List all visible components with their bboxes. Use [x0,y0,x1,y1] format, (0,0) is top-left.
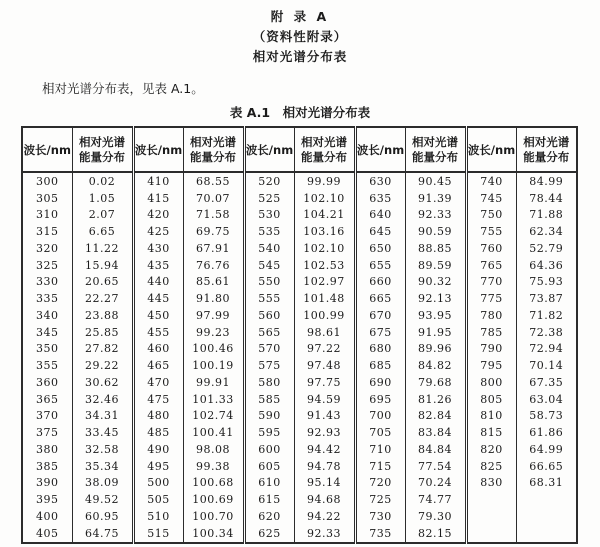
value-cell: 99.99 [307,174,341,188]
wavelength-cell: 755 [466,223,516,240]
value-cell: 81.26 [418,392,452,406]
wavelength-cell: 305 [22,190,72,207]
value-cell: 63.04 [529,392,564,406]
value-cell: 99.38 [196,459,230,473]
value-cell: 100.41 [192,426,234,440]
wavelength-cell: 390 [22,475,72,492]
value-cell: 73.87 [529,292,564,306]
value-cell: 77.54 [418,459,452,473]
wavelength-cell: 510 [133,508,183,525]
value-cell: 94.59 [307,392,341,406]
wavelength-cell: 830 [466,475,516,492]
value-cell: 52.79 [529,241,564,255]
wavelength-cell: 550 [244,274,294,291]
value-cell: 95.14 [307,476,341,490]
header-value-line1: 相对光谱 [190,134,236,149]
value-cell: 2.07 [88,208,116,222]
value-cell: 25.85 [85,325,119,339]
value-cell: 100.69 [192,493,234,507]
value-cell: 102.53 [303,258,345,272]
wavelength-cell: 545 [244,257,294,274]
value-cell: 102.10 [303,191,345,205]
header-value-line2: 能量分布 [301,149,347,164]
wavelength-cell: 310 [22,207,72,224]
value-cell: 84.84 [418,442,452,456]
wavelength-cell: 795 [466,357,516,374]
wavelength-cell: 360 [22,374,72,391]
wavelength-cell: 650 [355,240,405,257]
value-cell: 75.93 [529,275,564,289]
value-cell [516,525,577,543]
table-row [22,274,577,291]
table-row [22,408,577,425]
value-cell: 89.96 [418,342,452,356]
wavelength-cell: 785 [466,324,516,341]
wavelength-cell: 665 [355,290,405,307]
value-cell: 60.95 [85,509,119,523]
wavelength-cell: 355 [22,357,72,374]
wavelength-cell: 800 [466,374,516,391]
header-value-line2: 能量分布 [79,149,125,164]
wavelength-cell: 700 [355,408,405,425]
wavelength-cell: 530 [244,207,294,224]
wavelength-cell: 345 [22,324,72,341]
value-cell: 98.61 [307,325,341,339]
value-cell: 29.22 [85,359,119,373]
wavelength-cell: 455 [133,324,183,341]
value-cell: 92.93 [307,426,341,440]
table-row [22,290,577,307]
table-body [22,172,577,543]
wavelength-cell: 805 [466,391,516,408]
table-row [22,441,577,458]
wavelength-cell: 555 [244,290,294,307]
wavelength-cell: 470 [133,374,183,391]
value-cell: 70.24 [418,476,452,490]
value-cell: 84.82 [418,359,452,373]
header-wavelength: 波长/nm [244,127,294,172]
wavelength-cell: 615 [244,491,294,508]
value-cell: 79.68 [418,375,452,389]
table-row [22,374,577,391]
value-cell: 102.97 [303,275,345,289]
header-value [72,127,133,172]
wavelength-cell: 570 [244,341,294,358]
value-cell: 85.61 [196,275,230,289]
table-row [22,458,577,475]
table-row [22,207,577,224]
wavelength-cell [466,508,516,525]
wavelength-cell: 350 [22,341,72,358]
value-cell: 91.39 [418,191,452,205]
header-wavelength: 波长/nm [355,127,405,172]
value-cell: 92.33 [418,208,452,222]
wavelength-cell: 815 [466,424,516,441]
wavelength-cell: 325 [22,257,72,274]
value-cell: 49.52 [85,493,119,507]
value-cell: 88.85 [418,241,452,255]
wavelength-cell: 705 [355,424,405,441]
value-cell: 104.21 [303,208,345,222]
value-cell: 38.09 [85,476,119,490]
wavelength-cell: 680 [355,341,405,358]
table-row [22,257,577,274]
value-cell: 103.16 [303,225,345,239]
table-header-row [22,127,577,172]
wavelength-cell: 495 [133,458,183,475]
wavelength-cell: 420 [133,207,183,224]
wavelength-cell: 395 [22,491,72,508]
value-cell: 94.68 [307,493,341,507]
value-cell: 97.99 [196,308,230,322]
wavelength-cell: 695 [355,391,405,408]
wavelength-cell: 610 [244,475,294,492]
value-cell: 83.84 [418,426,452,440]
wavelength-cell: 605 [244,458,294,475]
header-value-line2: 能量分布 [190,149,236,164]
wavelength-cell [466,525,516,543]
wavelength-cell: 340 [22,307,72,324]
value-cell: 76.76 [196,258,230,272]
wavelength-cell: 730 [355,508,405,525]
wavelength-cell: 480 [133,408,183,425]
wavelength-cell: 780 [466,307,516,324]
table-row [22,240,577,257]
value-cell: 61.86 [529,426,564,440]
header-value [516,127,577,172]
wavelength-cell: 620 [244,508,294,525]
value-cell: 97.75 [307,375,341,389]
value-cell: 22.27 [85,292,119,306]
header-value-line2: 能量分布 [523,149,570,164]
appendix-heading-block [0,0,600,67]
value-cell: 72.38 [529,325,564,339]
value-cell: 90.59 [418,225,452,239]
value-cell: 100.46 [192,342,234,356]
wavelength-cell: 380 [22,441,72,458]
value-cell: 11.22 [85,241,119,255]
header-wavelength: 波长/nm [133,127,183,172]
value-cell: 84.99 [529,174,564,188]
wavelength-cell: 625 [244,525,294,543]
table-row [22,424,577,441]
table-row [22,223,577,240]
value-cell: 58.73 [529,409,564,423]
value-cell: 74.77 [418,493,452,507]
wavelength-cell: 675 [355,324,405,341]
wavelength-cell [466,491,516,508]
value-cell: 90.45 [418,174,452,188]
value-cell: 79.30 [418,509,452,523]
value-cell: 91.80 [196,292,230,306]
value-cell [516,491,577,508]
value-cell: 72.94 [529,342,564,356]
value-cell [516,508,577,525]
table-row [22,491,577,508]
wavelength-cell: 725 [355,491,405,508]
header-value [405,127,466,172]
wavelength-cell: 520 [244,172,294,190]
wavelength-cell: 575 [244,357,294,374]
wavelength-cell: 330 [22,274,72,291]
wavelength-cell: 580 [244,374,294,391]
value-cell: 35.34 [85,459,119,473]
wavelength-cell: 735 [355,525,405,543]
wavelength-cell: 435 [133,257,183,274]
value-cell: 67.35 [529,375,564,389]
value-cell: 62.34 [529,225,564,239]
wavelength-cell: 430 [133,240,183,257]
header-value-line1: 相对光谱 [301,134,347,149]
wavelength-cell: 440 [133,274,183,291]
value-cell: 94.42 [307,442,341,456]
table-row [22,475,577,492]
table-row [22,190,577,207]
value-cell: 94.78 [307,459,341,473]
wavelength-cell: 500 [133,475,183,492]
wavelength-cell: 540 [244,240,294,257]
wavelength-cell: 710 [355,441,405,458]
table-header [22,127,577,172]
spectral-distribution-table [21,126,578,544]
value-cell: 78.44 [529,191,564,205]
header-value [294,127,355,172]
wavelength-cell: 690 [355,374,405,391]
wavelength-cell: 810 [466,408,516,425]
value-cell: 15.94 [85,258,119,272]
value-cell: 100.70 [192,509,234,523]
value-cell: 0.02 [88,174,116,188]
wavelength-cell: 415 [133,190,183,207]
value-cell: 66.65 [529,459,564,473]
value-cell: 64.36 [529,258,564,272]
header-value [183,127,244,172]
value-cell: 32.58 [85,442,119,456]
wavelength-cell: 505 [133,491,183,508]
table-row [22,341,577,358]
header-wavelength: 波长/nm [22,127,72,172]
value-cell: 101.48 [303,292,345,306]
wavelength-cell: 320 [22,240,72,257]
wavelength-cell: 490 [133,441,183,458]
value-cell: 1.05 [88,191,116,205]
value-cell: 91.43 [307,409,341,423]
value-cell: 99.23 [196,325,230,339]
table-row [22,357,577,374]
wavelength-cell: 565 [244,324,294,341]
header-value-line1: 相对光谱 [79,134,125,149]
value-cell: 100.99 [303,308,345,322]
wavelength-cell: 750 [466,207,516,224]
value-cell: 30.62 [85,375,119,389]
wavelength-cell: 560 [244,307,294,324]
table-row [22,525,577,543]
value-cell: 97.48 [307,359,341,373]
value-cell: 92.33 [307,526,341,540]
wavelength-cell: 685 [355,357,405,374]
table-row [22,508,577,525]
value-cell: 90.32 [418,275,452,289]
value-cell: 70.07 [196,191,230,205]
header-value-line1: 相对光谱 [523,134,570,149]
wavelength-cell: 645 [355,223,405,240]
wavelength-cell: 525 [244,190,294,207]
wavelength-cell: 630 [355,172,405,190]
wavelength-cell: 720 [355,475,405,492]
table-row [22,391,577,408]
value-cell: 27.82 [85,342,119,356]
wavelength-cell: 825 [466,458,516,475]
table-row [22,324,577,341]
header-wavelength: 波长/nm [466,127,516,172]
wavelength-cell: 655 [355,257,405,274]
wavelength-cell: 760 [466,240,516,257]
value-cell: 68.55 [196,174,230,188]
value-cell: 82.15 [418,526,452,540]
wavelength-cell: 375 [22,424,72,441]
value-cell: 99.91 [196,375,230,389]
wavelength-cell: 790 [466,341,516,358]
wavelength-cell: 385 [22,458,72,475]
table-caption: 表 A.1 相对光谱分布表 [229,105,371,120]
wavelength-cell: 770 [466,274,516,291]
wavelength-cell: 465 [133,357,183,374]
value-cell: 100.34 [192,526,234,540]
value-cell: 71.82 [529,308,564,322]
value-cell: 69.75 [196,225,230,239]
value-cell: 6.65 [88,225,116,239]
value-cell: 100.68 [192,476,234,490]
wavelength-cell: 740 [466,172,516,190]
value-cell: 34.31 [85,409,119,423]
wavelength-cell: 445 [133,290,183,307]
wavelength-cell: 590 [244,408,294,425]
wavelength-cell: 475 [133,391,183,408]
wavelength-cell: 660 [355,274,405,291]
wavelength-cell: 745 [466,190,516,207]
value-cell: 102.74 [192,409,234,423]
table-row [22,307,577,324]
value-cell: 94.22 [307,509,341,523]
wavelength-cell: 460 [133,341,183,358]
wavelength-cell: 595 [244,424,294,441]
wavelength-cell: 300 [22,172,72,190]
value-cell: 93.95 [418,308,452,322]
value-cell: 102.10 [303,241,345,255]
wavelength-cell: 670 [355,307,405,324]
header-value-line2: 能量分布 [412,149,458,164]
value-cell: 98.08 [196,442,230,456]
wavelength-cell: 585 [244,391,294,408]
wavelength-cell: 775 [466,290,516,307]
appendix-title: 附 录 A [270,9,330,24]
wavelength-cell: 820 [466,441,516,458]
value-cell: 89.59 [418,258,452,272]
value-cell: 64.75 [85,526,119,540]
wavelength-cell: 365 [22,391,72,408]
value-cell: 32.46 [85,392,119,406]
value-cell: 33.45 [85,426,119,440]
value-cell: 100.19 [192,359,234,373]
wavelength-cell: 335 [22,290,72,307]
wavelength-cell: 400 [22,508,72,525]
wavelength-cell: 485 [133,424,183,441]
value-cell: 71.58 [196,208,230,222]
value-cell: 97.22 [307,342,341,356]
value-cell: 101.33 [192,392,234,406]
wavelength-cell: 640 [355,207,405,224]
header-value-line1: 相对光谱 [412,134,458,149]
wavelength-cell: 450 [133,307,183,324]
wavelength-cell: 405 [22,525,72,543]
value-cell: 23.88 [85,308,119,322]
value-cell: 20.65 [85,275,119,289]
wavelength-cell: 600 [244,441,294,458]
wavelength-cell: 715 [355,458,405,475]
table-row [22,172,577,190]
wavelength-cell: 765 [466,257,516,274]
value-cell: 64.99 [529,442,564,456]
wavelength-cell: 635 [355,190,405,207]
value-cell: 67.91 [196,241,230,255]
wavelength-cell: 315 [22,223,72,240]
wavelength-cell: 515 [133,525,183,543]
value-cell: 70.14 [529,359,564,373]
wavelength-cell: 425 [133,223,183,240]
appendix-type: （资料性附录） [252,29,348,44]
value-cell: 91.95 [418,325,452,339]
value-cell: 92.13 [418,292,452,306]
appendix-subtitle: 相对光谱分布表 [252,49,348,64]
wavelength-cell: 370 [22,408,72,425]
value-cell: 68.31 [529,476,564,490]
wavelength-cell: 410 [133,172,183,190]
value-cell: 71.88 [529,208,564,222]
wavelength-cell: 535 [244,223,294,240]
intro-text: 相对光谱分布表，见表 A.1。 [42,81,204,96]
value-cell: 82.84 [418,409,452,423]
